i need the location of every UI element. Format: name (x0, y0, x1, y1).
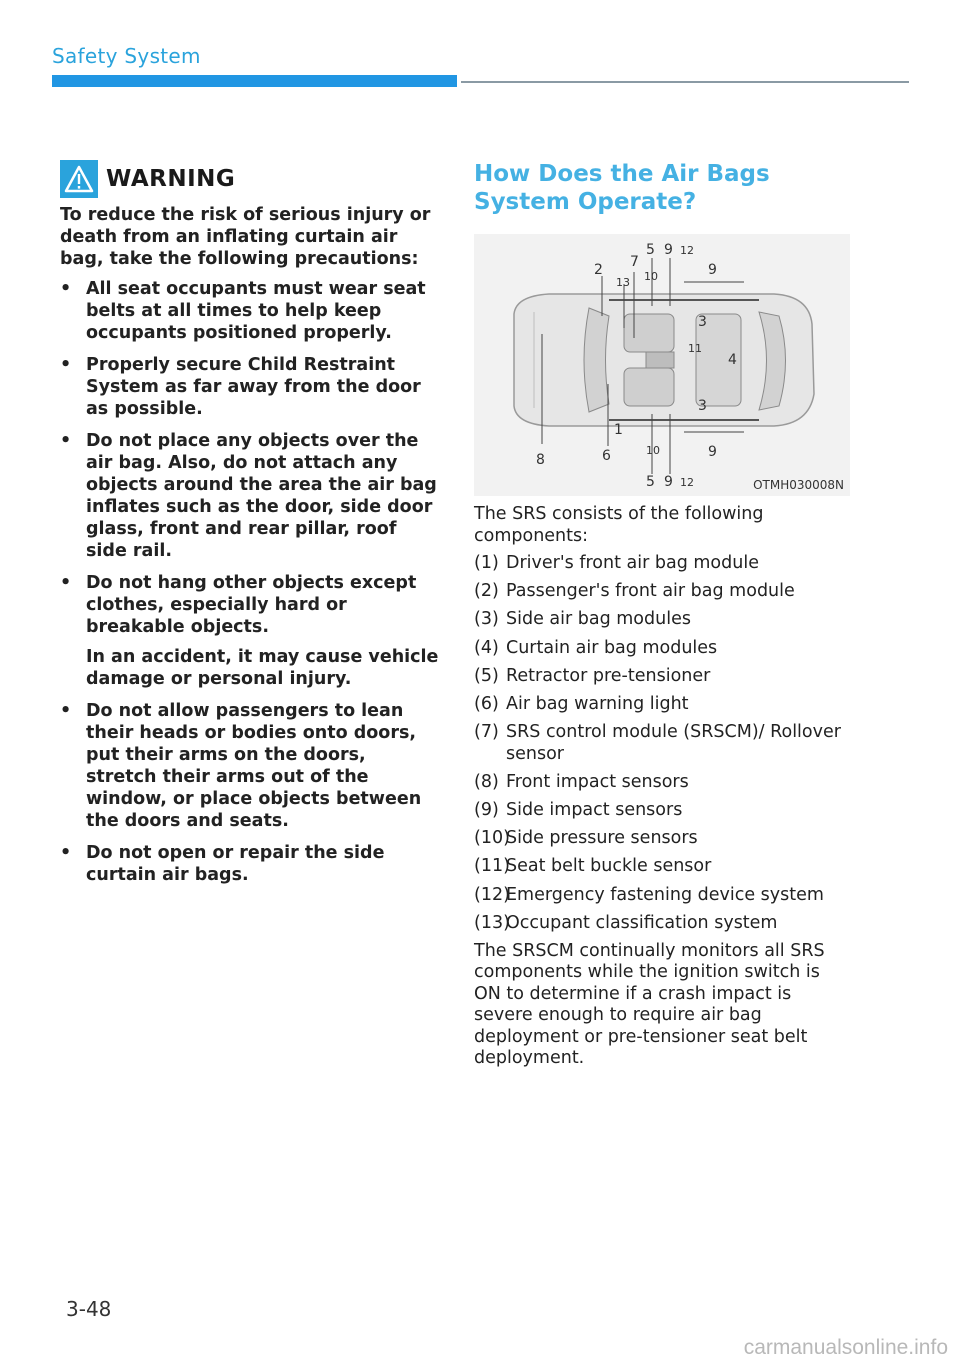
page-number: 3-48 (66, 1297, 112, 1321)
callout-8: 8 (536, 452, 545, 468)
list-item: • Do not hang other objects except clothes, especially hard or breakable objects. In an accident, it may cause vehicle damage or personal injury. (60, 572, 442, 690)
callout-11: 11 (688, 342, 702, 355)
callout-5: 5 (646, 242, 655, 258)
header-accent-bar (52, 75, 457, 87)
list-item: (3) Side air bag modules (474, 609, 691, 630)
callout-12: 12 (680, 244, 694, 257)
section-heading: How Does the Air Bags System Operate? (474, 161, 770, 215)
callout-10: 10 (644, 270, 658, 283)
warning-intro: To reduce the risk of serious injury or death from an inflating curtain air bag, take the following precautions: (60, 205, 431, 269)
callout-1: 1 (614, 422, 623, 438)
component-list (474, 553, 852, 934)
list-item: (10) Side pressure sensors (474, 828, 698, 849)
list-item: (9) Side impact sensors (474, 800, 683, 820)
callout-4: 4 (728, 352, 737, 368)
airbag-system-diagram (474, 234, 850, 496)
warning-title: WARNING (106, 166, 236, 192)
warning-list (60, 278, 442, 886)
callout-9: 9 (708, 262, 717, 278)
callout-9: 9 (664, 474, 673, 490)
list-item-note: In an accident, it may cause vehicle damage or personal injury. (86, 647, 439, 689)
list-item: (7) SRS control module (SRSCM)/ Rollover sensor (474, 722, 841, 764)
srs-description (474, 504, 852, 1076)
list-item: (11) Seat belt buckle sensor (474, 856, 712, 877)
callout-13: 13 (616, 276, 630, 289)
list-item: (13) Occupant classification system (474, 912, 778, 933)
callout-6: 6 (602, 448, 611, 464)
list-item: • Properly secure Child Restraint System as far away from the door as possible. (60, 355, 421, 419)
car-topview-illustration (474, 234, 850, 496)
callout-3: 3 (698, 314, 707, 330)
warning-header (60, 160, 442, 198)
list-item: • Do not allow passengers to lean their heads or bodies onto doors, put their arms on the doors, stretch their arms out of the window, or place objects between the doors and seats. (60, 701, 422, 831)
callout-2: 2 (594, 262, 603, 278)
list-item: (1) Driver's front air bag module (474, 553, 759, 573)
header-divider (461, 81, 909, 83)
list-item: (4) Curtain air bag modules (474, 637, 718, 658)
list-item: • Do not open or repair the side curtain air bags. (60, 843, 385, 885)
list-item: (12) Emergency fastening device system (474, 884, 824, 905)
callout-9: 9 (664, 242, 673, 258)
callout-3: 3 (698, 398, 707, 414)
callout-7: 7 (630, 254, 639, 270)
callout-10: 10 (646, 444, 660, 457)
list-item: (2) Passenger's front air bag module (474, 581, 795, 602)
watermark: carmanualsonline.info (743, 1336, 948, 1359)
list-item: (6) Air bag warning light (474, 693, 689, 714)
srs-closing: The SRSCM continually monitors all SRS components while the ignition switch is ON to determine if a crash impact is severe enough to require air bag deployment or pre-tensioner seat belt deployment. (474, 940, 825, 1069)
list-item: • Do not place any objects over the air bag. Also, do not attach any objects around the area the air bag inflates such as the door, side door glass, front and rear pillar, roof side rail. (60, 431, 437, 561)
section-title: Safety System (52, 44, 201, 68)
list-item: (8) Front impact sensors (474, 771, 689, 792)
list-item: (5) Retractor pre-tensioner (474, 665, 711, 686)
figure-code: OTMH030008N (753, 478, 844, 492)
airbag-operation-section (474, 160, 854, 1069)
callout-5: 5 (646, 474, 655, 490)
warning-section (60, 160, 442, 896)
srs-intro: The SRS consists of the following components: (474, 504, 764, 546)
callout-9: 9 (708, 444, 717, 460)
callout-12: 12 (680, 476, 694, 489)
warning-triangle-icon (60, 160, 98, 198)
list-item: • All seat occupants must wear seat belts at all times to help keep occupants positioned properly. (60, 279, 426, 343)
